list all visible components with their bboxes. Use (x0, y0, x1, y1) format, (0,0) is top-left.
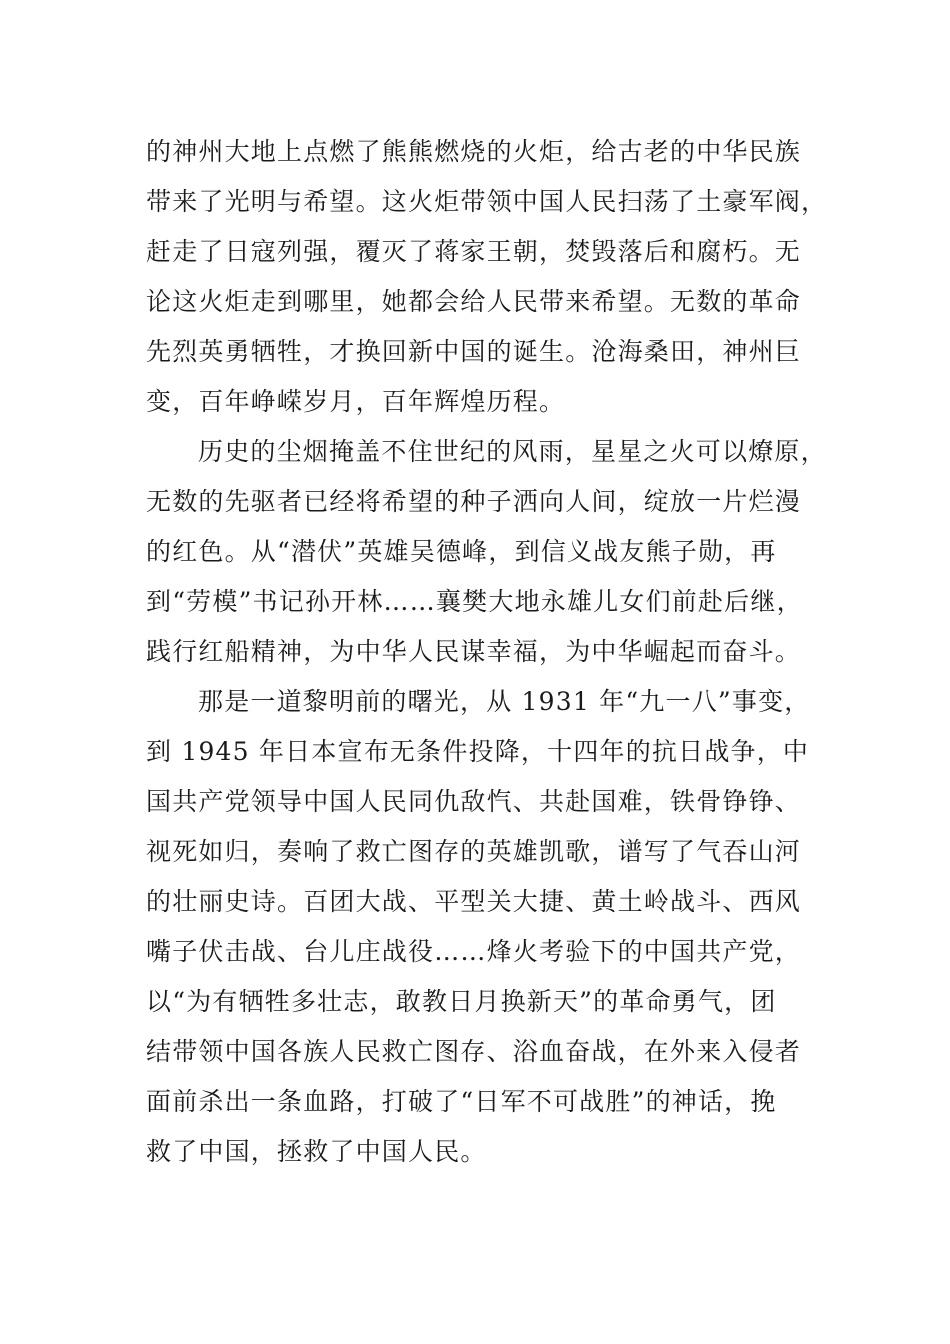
text-line: 结带领中国各族人民救亡图存、浴血奋战，在外来入侵者 (146, 1037, 802, 1066)
text-line: 国共产党领导中国人民同仇敌忾、共赴国难，铁骨铮铮、 (146, 787, 802, 816)
text-line: 论这火炬走到哪里，她都会给人民带来希望。无数的革命 (146, 287, 802, 316)
text-line: 到“劳模”书记孙开林……襄樊大地永雄儿女们前赴后继， (146, 587, 803, 616)
paragraph-p3 (146, 677, 811, 1177)
text-line: 带来了光明与希望。这火炬带领中国人民扫荡了土豪军阀， (146, 187, 828, 216)
text-line: 先烈英勇牺牲，才换回新中国的诞生。沧海桑田，神州巨 (146, 337, 802, 366)
text-line: 面前杀出一条血路，打破了“日军不可战胜”的神话，挽 (146, 1087, 777, 1116)
text-line: 赶走了日寇列强，覆灭了蒋家王朝，焚毁落后和腐朽。无 (146, 237, 802, 266)
text-line: 践行红船精神，为中华人民谋幸福，为中华崛起而奋斗。 (146, 637, 802, 666)
text-line: 嘴子伏击战、台儿庄战役……烽火考验下的中国共产党， (146, 937, 802, 966)
text-line: 历史的尘烟掩盖不住世纪的风雨，星星之火可以燎原， (198, 437, 827, 466)
text-line: 的红色。从“潜伏”英雄吴德峰，到信义战友熊子勋，再 (146, 537, 777, 566)
paragraph-p1 (146, 127, 828, 427)
text-line: 的壮丽史诗。百团大战、平型关大捷、黄土岭战斗、西风 (146, 887, 802, 916)
text-line: 无数的先驱者已经将希望的种子洒向人间，绽放一片烂漫 (146, 487, 802, 516)
text-line: 那是一道黎明前的曙光，从 1931 年“九一八”事变， (198, 687, 811, 716)
paragraph-p2 (146, 427, 827, 677)
text-line: 视死如归，奏响了救亡图存的英雄凯歌，谱写了气吞山河 (146, 837, 802, 866)
text-line: 以“为有牺牲多壮志，敢教日月换新天”的革命勇气，团 (146, 987, 777, 1016)
text-line: 到 1945 年日本宣布无条件投降，十四年的抗日战争，中 (146, 737, 810, 766)
document-body (146, 127, 828, 1177)
text-line: 的神州大地上点燃了熊熊燃烧的火炬，给古老的中华民族 (146, 137, 802, 166)
text-line: 救了中国，拯救了中国人民。 (146, 1137, 487, 1166)
text-line: 变，百年峥嵘岁月，百年辉煌历程。 (146, 387, 566, 416)
